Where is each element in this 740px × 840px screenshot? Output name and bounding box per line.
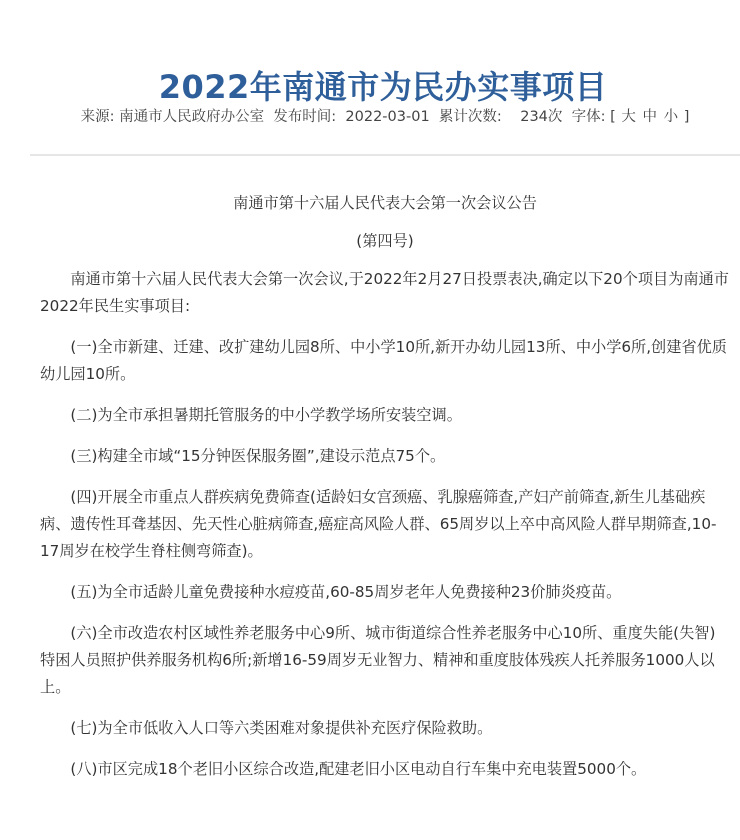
project-item: (五)为全市适龄儿童免费接种水痘疫苗,60-85周岁老年人免费接种23价肺炎疫苗。 [70,583,622,601]
project-item: (三)构建全市域“15分钟医保服务圈”,建设示范点75个。 [70,447,446,465]
project-item: (二)为全市承担暑期托管服务的中小学教学场所安装空调。 [70,406,462,424]
source-label: 来源: [80,109,115,125]
font-size-label: 字体: [571,109,606,125]
date-value: 2022-03-01 [345,109,430,125]
font-size-small-button[interactable]: 小 [663,109,679,125]
font-size-medium-button[interactable]: 中 [642,109,658,125]
intro-paragraph: 南通市第十六届人民代表大会第一次会议,于2022年2月27日投票表决,确定以下20个项目为南通市2022年民生实事项目: [40,270,729,315]
project-item: (四)开展全市重点人群疾病免费筛查(适龄妇女宫颈癌、乳腺癌筛查,产妇产前筛查,新生儿基础疾病、遗传性耳聋基因、先天性心脏病筛查,癌症高风险人群、65周岁以上卒中高风险人群早期筛查,10-17周岁在校学生脊柱侧弯筛查)。 [40,488,717,560]
article-meta [0,106,740,128]
project-item: (一)全市新建、迁建、改扩建幼儿园8所、中小学10所,新开办幼儿园13所、中小学6所,创建省优质幼儿园10所。 [40,338,727,383]
views-value: 234次 [520,109,563,125]
project-item: (六)全市改造农村区域性养老服务中心9所、城市街道综合性养老服务中心10所、重度失能(失智)特困人员照护供养服务机构6所;新增16-59周岁无业智力、精神和重度肢体残疾人托养服务1000人以上。 [40,624,716,696]
announcement-number: (第四号) [356,232,414,250]
date-label: 发布时间: [273,109,337,125]
font-size-large-button[interactable]: 大 [621,109,636,125]
font-bracket-close: ] [683,109,690,125]
source-value: 南通市人民政府办公室 [119,109,265,125]
project-item: (八)市区完成18个老旧小区综合改造,配建老旧小区电动自行车集中充电装置5000个。 [70,760,647,778]
views-label: 累计次数: [438,109,502,125]
page-title: 2022年南通市为民办实事项目 [158,68,608,107]
font-bracket-open: [ [610,109,616,125]
article-body [40,190,730,797]
header-divider [30,154,740,156]
announcement-heading: 南通市第十六届人民代表大会第一次会议公告 [233,194,537,212]
project-item: (七)为全市低收入人口等六类困难对象提供补充医疗保险救助。 [70,719,493,737]
